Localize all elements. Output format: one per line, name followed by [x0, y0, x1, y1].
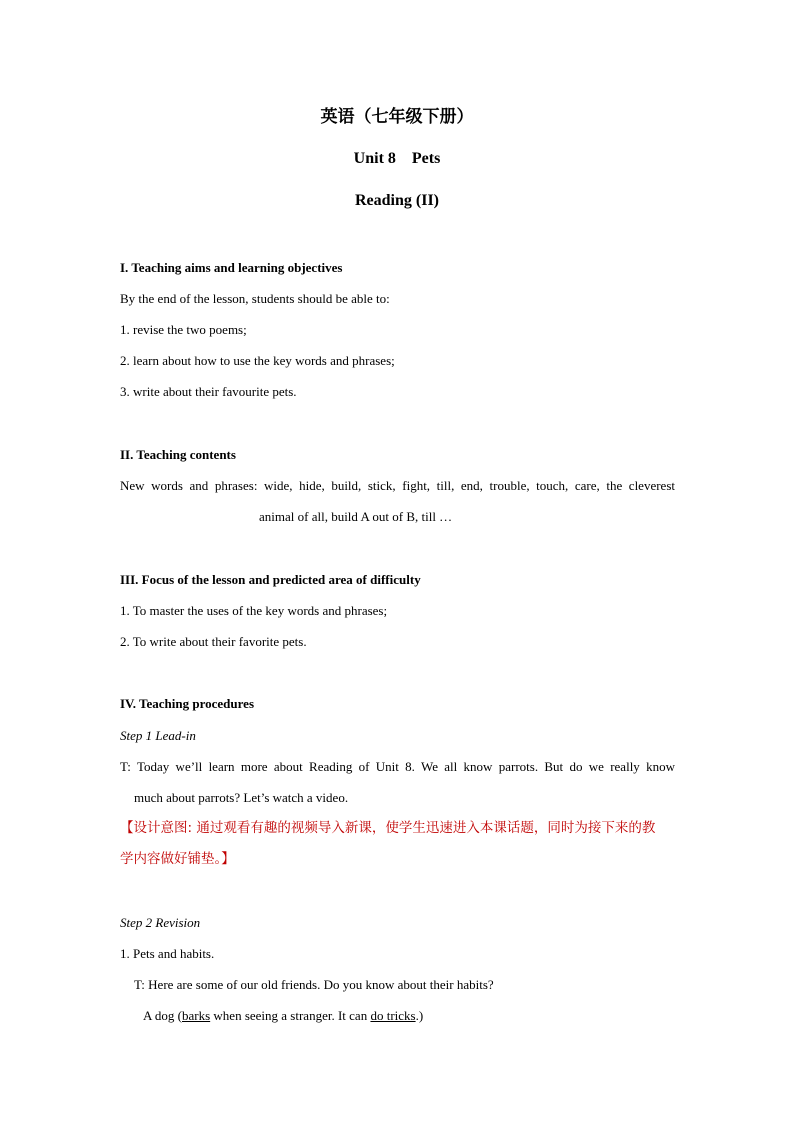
section2-words-line2: animal of all, build A out of B, till … — [259, 509, 453, 524]
step1-text-line1: T: Today we’ll learn more about Reading of Unit 8. We all know parrots. But do we really know — [120, 759, 675, 774]
step1-title: Step 1 Lead-in — [120, 728, 196, 743]
design-intent-line1: 【设计意图: 通过观看有趣的视频导入新课，使学生迅速进入本课话题，同时为接下来的教 — [120, 820, 656, 836]
list-item: 2. To write about their favorite pets. — [120, 634, 307, 649]
step2-item1: 1. Pets and habits. — [120, 946, 215, 961]
example-prefix: A dog ( — [143, 1008, 182, 1023]
answer-blank: barks — [182, 1008, 211, 1023]
list-item: 1. revise the two poems; — [120, 322, 247, 337]
design-intent-line2: 学内容做好铺垫。】 — [120, 851, 235, 867]
list-item: 3. write about their favourite pets. — [120, 384, 297, 399]
answer-blank: do tricks — [370, 1008, 416, 1023]
section2-words-line1: New words and phrases: wide, hide, build, stick, fight, till, end, trouble, touch, care, the cleverest — [120, 478, 675, 493]
example-middle: when seeing a stranger. It can — [210, 1008, 371, 1023]
step2-example-line — [143, 1008, 423, 1024]
step2-teacher-line: T: Here are some of our old friends. Do you know about their habits? — [134, 977, 494, 992]
section2-heading: II. Teaching contents — [120, 447, 236, 462]
example-suffix: .) — [415, 1008, 424, 1023]
section1-intro: By the end of the lesson, students should be able to: — [120, 291, 390, 306]
lesson-title: Reading (II) — [354, 192, 439, 209]
section4-heading: IV. Teaching procedures — [120, 696, 255, 711]
list-item: 2. learn about how to use the key words and phrases; — [120, 353, 395, 368]
unit-title: Unit 8 Pets — [353, 150, 441, 167]
section3-heading: III. Focus of the lesson and predicted area of difficulty — [120, 572, 421, 587]
step1-text-line2: much about parrots? Let’s watch a video. — [134, 790, 349, 805]
document-title: 英语（七年级下册） — [320, 107, 474, 126]
step2-title: Step 2 Revision — [120, 915, 201, 930]
section1-heading: I. Teaching aims and learning objectives — [120, 260, 343, 275]
list-item: 1. To master the uses of the key words and phrases; — [120, 603, 388, 618]
